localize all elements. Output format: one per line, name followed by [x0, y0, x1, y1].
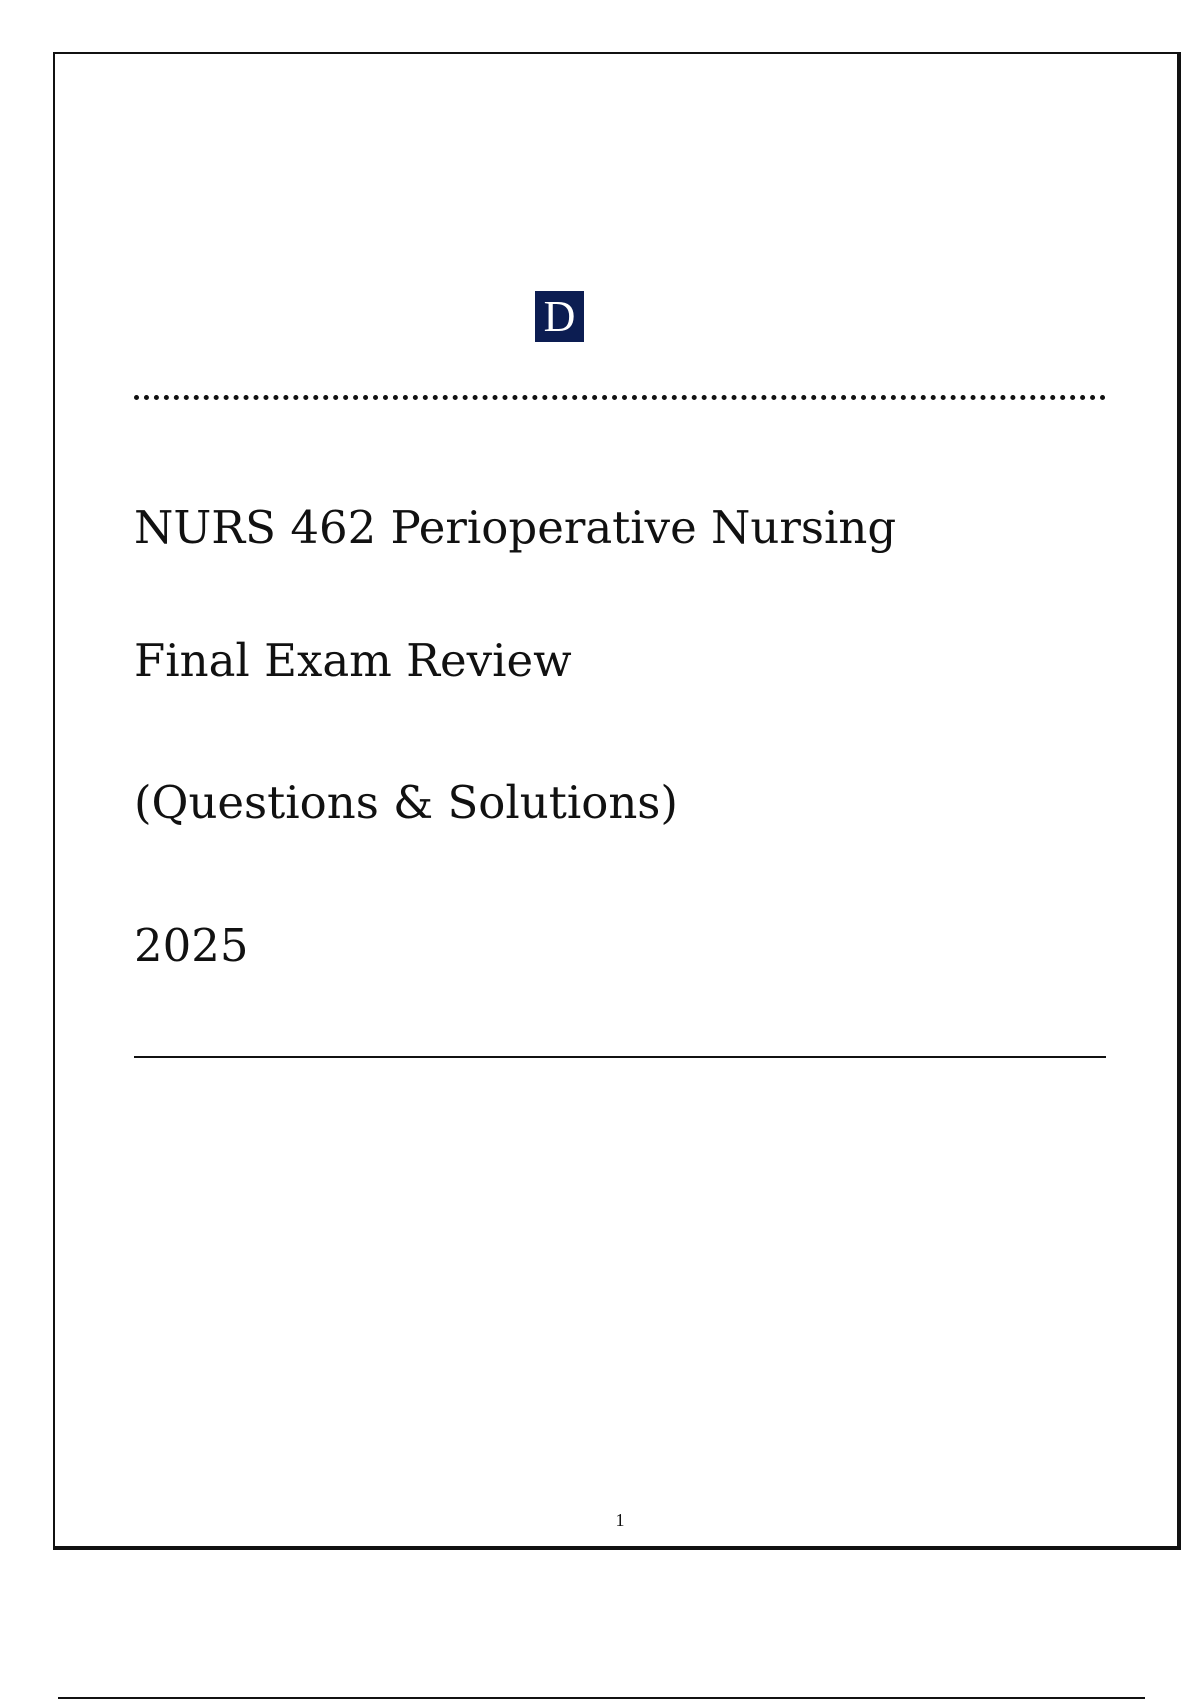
dotted-divider [134, 395, 1106, 400]
publisher-logo [535, 291, 584, 342]
logo-letter: D [543, 292, 576, 341]
document-title: NURS 462 Perioperative Nursing [134, 501, 897, 554]
document-year: 2025 [134, 919, 249, 972]
solid-divider [134, 1056, 1106, 1058]
footer-divider [58, 1697, 1145, 1699]
document-description: (Questions & Solutions) [134, 776, 678, 829]
page-number: 1 [615, 1510, 625, 1530]
document-subtitle: Final Exam Review [134, 634, 572, 687]
